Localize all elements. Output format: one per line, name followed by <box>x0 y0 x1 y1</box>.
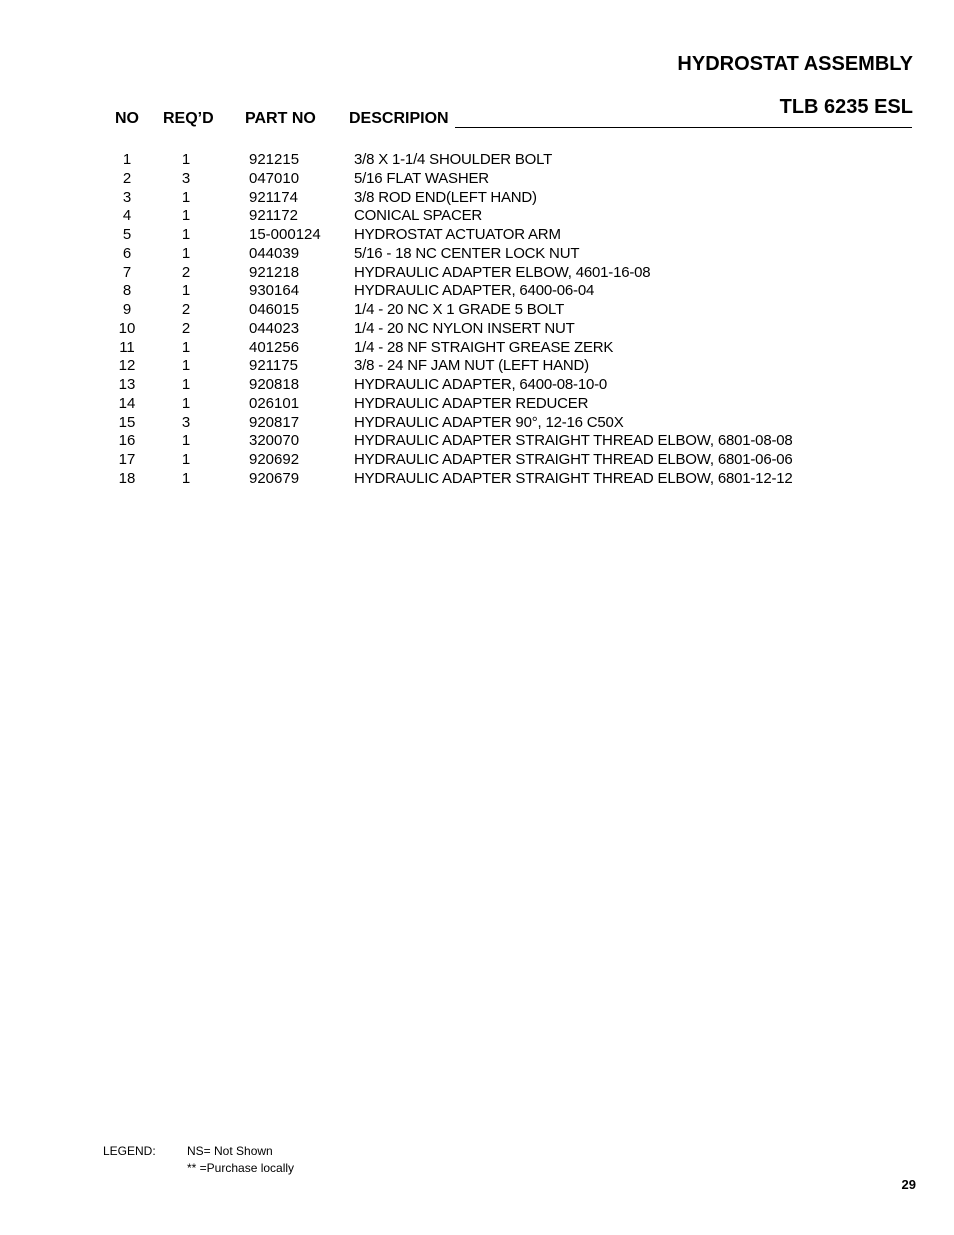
cell-no: 13 <box>118 376 136 393</box>
cell-part-no: 930164 <box>249 282 300 300</box>
cell-no: 5 <box>122 226 132 243</box>
cell-no: 10 <box>118 319 136 337</box>
cell-reqd: 1 <box>181 451 191 468</box>
cell-part-no: 026101 <box>249 394 300 412</box>
cell-description: 1/4 - 28 NF STRAIGHT GREASE ZERK <box>354 338 614 356</box>
legend-item-not-shown: NS= Not Shown <box>187 1144 273 1158</box>
table-row <box>0 395 954 414</box>
cell-reqd: 2 <box>181 319 191 337</box>
column-header-description: DESCRIPION <box>349 110 449 127</box>
table-row <box>0 264 954 283</box>
cell-description: 3/8 ROD END(LEFT HAND) <box>354 188 537 206</box>
cell-reqd: 1 <box>181 151 191 168</box>
cell-reqd: 1 <box>181 207 191 225</box>
cell-description: HYDRAULIC ADAPTER 90°, 12-16 C50X <box>354 413 624 431</box>
legend-label: LEGEND: <box>103 1144 156 1158</box>
page-number: 29 <box>901 1177 916 1192</box>
cell-part-no: 044039 <box>249 244 300 262</box>
cell-part-no: 920692 <box>249 451 300 468</box>
cell-part-no: 921172 <box>249 207 298 225</box>
model-number: TLB 6235 ESL <box>779 96 913 118</box>
cell-part-no: 920817 <box>249 413 300 431</box>
cell-reqd: 2 <box>181 263 191 281</box>
cell-reqd: 1 <box>181 376 191 393</box>
table-row <box>0 245 954 264</box>
cell-reqd: 1 <box>181 338 191 356</box>
header-underline <box>455 127 912 128</box>
cell-no: 18 <box>118 469 136 487</box>
cell-reqd: 1 <box>181 394 191 412</box>
cell-no: 8 <box>122 282 132 300</box>
cell-reqd: 1 <box>181 282 191 300</box>
table-row <box>0 207 954 226</box>
cell-reqd: 1 <box>181 469 191 487</box>
table-row <box>0 357 954 376</box>
cell-description: 3/8 - 24 NF JAM NUT (LEFT HAND) <box>354 357 589 375</box>
cell-reqd: 2 <box>181 301 191 318</box>
parts-table <box>0 151 954 489</box>
table-row <box>0 432 954 451</box>
table-row <box>0 189 954 208</box>
cell-description: 1/4 - 20 NC NYLON INSERT NUT <box>354 319 575 337</box>
legend-item-purchase-locally: ** =Purchase locally <box>187 1161 295 1175</box>
cell-description: HYDROSTAT ACTUATOR ARM <box>354 226 561 243</box>
column-header-no: NO <box>115 110 139 127</box>
table-row <box>0 470 954 489</box>
cell-part-no: 046015 <box>249 301 300 318</box>
cell-part-no: 15-000124 <box>249 226 321 243</box>
cell-description: 3/8 X 1-1/4 SHOULDER BOLT <box>354 151 553 168</box>
cell-no: 14 <box>118 394 136 412</box>
cell-description: HYDRAULIC ADAPTER STRAIGHT THREAD ELBOW, 6801-06-06 <box>354 451 793 468</box>
cell-part-no: 920818 <box>249 376 300 393</box>
cell-part-no: 921218 <box>249 263 300 281</box>
cell-description: 1/4 - 20 NC X 1 GRADE 5 BOLT <box>354 301 565 318</box>
cell-reqd: 1 <box>181 188 191 206</box>
cell-part-no: 921175 <box>249 357 298 375</box>
cell-description: 5/16 - 18 NC CENTER LOCK NUT <box>354 244 580 262</box>
cell-part-no: 320070 <box>249 432 300 450</box>
cell-description: HYDRAULIC ADAPTER STRAIGHT THREAD ELBOW, 6801-12-12 <box>354 469 793 487</box>
table-row <box>0 339 954 358</box>
cell-description: 5/16 FLAT WASHER <box>354 169 489 187</box>
cell-reqd: 1 <box>181 432 191 450</box>
table-row <box>0 151 954 170</box>
table-row <box>0 451 954 470</box>
cell-no: 3 <box>122 188 132 206</box>
table-row <box>0 301 954 320</box>
table-row <box>0 282 954 301</box>
cell-no: 9 <box>122 301 132 318</box>
cell-no: 6 <box>122 244 132 262</box>
cell-no: 16 <box>118 432 136 450</box>
cell-no: 7 <box>122 263 132 281</box>
cell-reqd: 1 <box>181 244 191 262</box>
cell-description: HYDRAULIC ADAPTER, 6400-06-04 <box>354 282 595 300</box>
cell-no: 17 <box>118 451 136 468</box>
table-row <box>0 320 954 339</box>
cell-description: CONICAL SPACER <box>354 207 483 225</box>
cell-description: HYDRAULIC ADAPTER ELBOW, 4601-16-08 <box>354 263 651 281</box>
cell-part-no: 044023 <box>249 319 300 337</box>
table-row <box>0 226 954 245</box>
table-row <box>0 376 954 395</box>
cell-reqd: 1 <box>181 357 191 375</box>
column-header-part-no: PART NO <box>245 110 316 127</box>
cell-reqd: 3 <box>181 169 191 187</box>
cell-part-no: 921174 <box>249 188 298 206</box>
cell-no: 2 <box>122 169 132 187</box>
cell-description: HYDRAULIC ADAPTER REDUCER <box>354 394 589 412</box>
cell-part-no: 047010 <box>249 169 300 187</box>
cell-part-no: 401256 <box>249 338 300 356</box>
cell-description: HYDRAULIC ADAPTER, 6400-08-10-0 <box>354 376 608 393</box>
cell-part-no: 920679 <box>249 469 300 487</box>
table-row <box>0 414 954 433</box>
cell-no: 1 <box>122 151 132 168</box>
cell-no: 4 <box>122 207 132 225</box>
cell-part-no: 921215 <box>249 151 300 168</box>
cell-no: 12 <box>118 357 136 375</box>
cell-description: HYDRAULIC ADAPTER STRAIGHT THREAD ELBOW, 6801-08-08 <box>354 432 793 450</box>
page-title: HYDROSTAT ASSEMBLY <box>677 53 913 75</box>
cell-no: 11 <box>119 338 135 356</box>
table-row <box>0 170 954 189</box>
cell-reqd: 3 <box>181 413 191 431</box>
cell-reqd: 1 <box>181 226 191 243</box>
column-header-reqd: REQ’D <box>163 110 214 127</box>
cell-no: 15 <box>118 413 136 431</box>
